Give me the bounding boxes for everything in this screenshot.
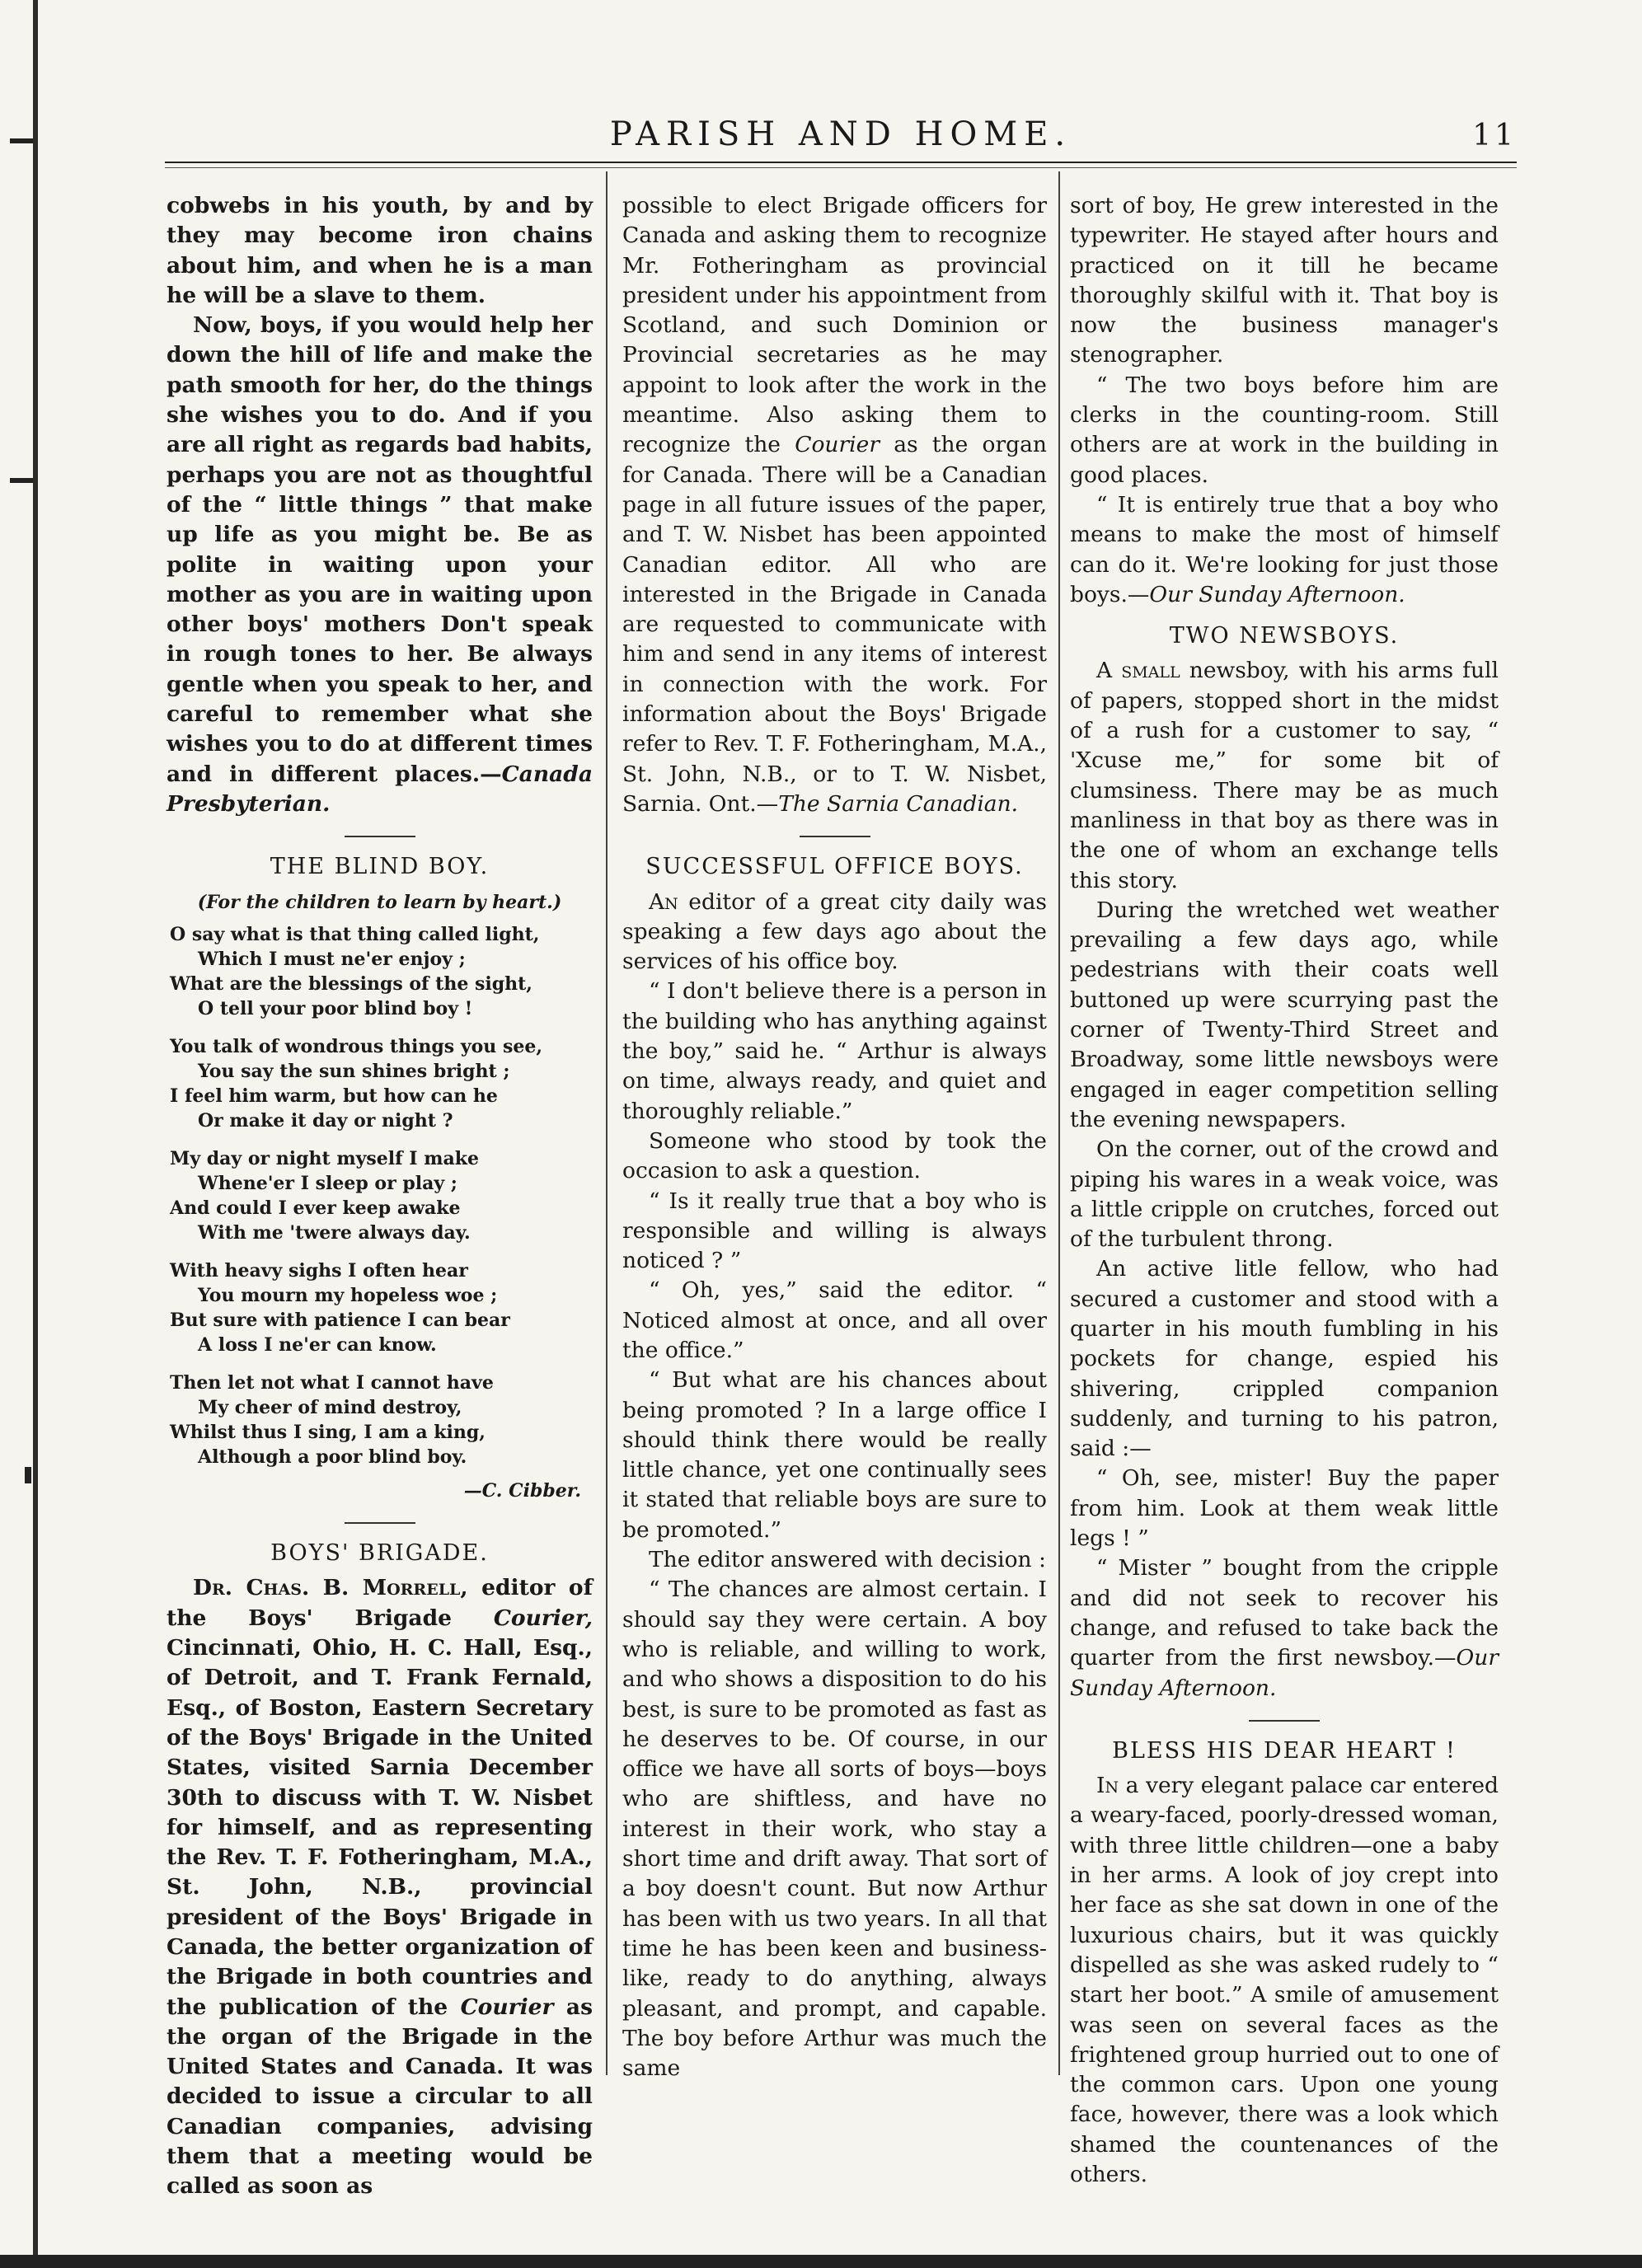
source-credit: The Sarnia Canadian. bbox=[778, 790, 1019, 817]
header-rule bbox=[165, 167, 1517, 168]
paragraph: “ Oh, yes,” said the editor. “ Noticed almost at once, and all over the office.” bbox=[622, 1277, 1047, 1363]
paragraph: A small newsboy, with his arms full of papers, stopped short in the midst of a rush for a customer to say, “ 'Xcuse me,” for some bit of clumsiness. There may be as much manliness in that boy as there was in the one of whom an exchange tells this story. bbox=[1070, 658, 1499, 893]
paragraph: “ Mister ” bought from the cripple and did not seek to recover his change, and refused to take back the quarter from the first newsboy.—Our Sunday Afternoon. bbox=[1070, 1555, 1499, 1701]
header-rule bbox=[165, 162, 1517, 163]
source-credit: Our Sunday Afternoon. bbox=[1149, 581, 1405, 607]
paragraph: sort of boy, He grew interested in the typewriter. He stayed after hours and practiced on it till he became thoroughly skilful with it. That boy is now the business manager's stenographer. bbox=[1070, 193, 1499, 368]
column-3 bbox=[1070, 191, 1499, 2190]
publication-title: PARISH AND HOME. bbox=[609, 115, 1072, 153]
column-divider bbox=[606, 171, 608, 2075]
article-heading: TWO NEWSBOYS. bbox=[1169, 623, 1400, 649]
binding-mark bbox=[10, 478, 33, 483]
poem bbox=[170, 922, 593, 1469]
paragraph: “ But what are his chances about being promoted ? In a large office I should think there would be really little chance, yet one continually sees it stated that reliable boys are sure to be promoted.” bbox=[622, 1367, 1047, 1543]
paragraph: Now, boys, if you would help her down the hill of life and make the path smooth for her, do the things she wishes you to do. And if you are all right as regards bad habits, perhaps you are not as thoughtful of the “ little things ” that make up life as you might be. Be as polite in waiting upon your mother as you are in waiting upon other boys' mothers Don't speak in rough tones to her. Be always gentle when you speak to her, and careful to remember what she wishes you to do at different times and in different places.—Canada Presbyterian. bbox=[167, 312, 593, 817]
section-separator bbox=[345, 1522, 415, 1524]
poem-stanza: Then let not what I cannot have My cheer of mind destroy, Whilst thus I sing, I am a king, Although a poor blind boy. bbox=[170, 1371, 494, 1468]
paragraph: On the corner, out of the crowd and piping his wares in a weak voice, was a little cripple on crutches, forced out of the turbulent throng. bbox=[1070, 1136, 1499, 1253]
paragraph: “ Is it really true that a boy who is responsible and willing is always noticed ? ” bbox=[622, 1188, 1047, 1274]
article-subheading: (For the children to learn by heart.) bbox=[197, 891, 562, 913]
poem-attribution: —C. Cibber. bbox=[463, 1479, 581, 1502]
binding-edge bbox=[33, 0, 38, 2268]
paragraph: cobwebs in his youth, by and by they may become iron chains about him, and when he is a man he will be a slave to them. bbox=[167, 193, 593, 308]
section-separator bbox=[345, 836, 415, 837]
paragraph: In a very elegant palace car entered a weary-faced, poorly-dressed woman, with three little children—one a baby in her arms. A look of joy crept into her face as she sat down in one of the luxurious chairs, but it was quickly dispelled as she was asked rudely to “ start her boot.” A smile of amusement was seen on several faces as the frightened group hurried out to one of the common cars. Upon one young face, however, there was a look which shamed the countenances of the others. bbox=[1070, 1773, 1499, 2187]
paragraph: The editor answered with decision : bbox=[649, 1547, 1046, 1573]
paragraph: possible to elect Brigade officers for Canada and asking them to recognize Mr. Fotheringham as provincial president under his appointment from Scotland, and such Dominion or Provincial secretaries as he may appoint to look after the work in the meantime. Also asking them to recognize the Courier as the organ for Canada. There will be a Canadian page in all future issues of the paper, and T. W. Nisbet has been appointed Canadian editor. All who are interested in the Brigade in Canada are requested to communicate with him and send in any items of interest in connection with the work. For information about the Boys' Brigade refer to Rev. T. F. Fotheringham, M.A., St. John, N.B., or to T. W. Nisbet, Sarnia. Ont.—The Sarnia Canadian. bbox=[622, 193, 1047, 817]
binding-mark bbox=[25, 1467, 31, 1483]
source-credit: Canada Presbyterian. bbox=[167, 761, 593, 817]
paragraph: During the wretched wet weather prevailing a few days ago, while pedestrians with their coats well buttoned up were scurrying past the corner of Twenty-Third Street and Broadway, some little newsboys were engaged in eager competition selling the evening newspapers. bbox=[1070, 897, 1499, 1132]
poem-stanza: You talk of wondrous things you see, You say the sun shines bright ; I feel him warm, but how can he Or make it day or night ? bbox=[170, 1035, 542, 1132]
section-separator bbox=[1249, 1720, 1320, 1722]
paragraph: Someone who stood by took the occasion to ask a question. bbox=[622, 1127, 1047, 1184]
article-heading: THE BLIND BOY. bbox=[270, 854, 490, 880]
column-2 bbox=[622, 191, 1047, 2083]
column-1 bbox=[167, 191, 593, 2202]
paragraph: An active litle fellow, who had secured a customer and stood with a quarter in his mouth fumbling in his pockets for change, espied his shivering, crippled companion suddenly, and turning to his patron, said :— bbox=[1070, 1256, 1499, 1462]
paragraph: An editor of a great city daily was speaking a few days ago about the services of his office boy. bbox=[622, 888, 1047, 975]
paragraph: “ The two boys before him are clerks in the counting-room. Still others are at work in the building in good places. bbox=[1070, 372, 1499, 488]
section-separator bbox=[800, 836, 870, 837]
poem-stanza: With heavy sighs I often hear You mourn my hopeless woe ; But sure with patience I can bear A loss I ne'er can know. bbox=[170, 1259, 510, 1356]
page-number: 11 bbox=[1472, 119, 1517, 152]
source-credit: Our Sunday Afternoon. bbox=[1070, 1645, 1499, 1701]
article-heading: SUCCESSFUL OFFICE BOYS. bbox=[645, 854, 1024, 880]
page-bottom-edge bbox=[0, 2255, 1642, 2268]
paragraph: “ The chances are almost certain. I should say they were certain. A boy who is reliable, and willing to work, and who shows a disposition to do his best, is sure to be promoted as fast as he deserves to be. Of course, in our office we have all sorts of boys—boys who are shiftless, and have no interest in their work, who stay a short time and drift away. That sort of a boy doesn't count. But now Arthur has been with us two years. In all that time he has been keen and business-like, ready to do anything, always pleasant, and prompt, and capable. The boy before Arthur was much the same bbox=[622, 1577, 1047, 2082]
running-header bbox=[165, 115, 1517, 157]
paragraph: “ I don't believe there is a person in the building who has anything against the boy,” said he. “ Arthur is always on time, always ready, and quiet and thoroughly reliable.” bbox=[622, 978, 1047, 1124]
binding-mark bbox=[10, 138, 33, 143]
poem-stanza: O say what is that thing called light, Which I must ne'er enjoy ; What are the blessings of the sight, O tell your poor blind boy ! bbox=[170, 923, 540, 1019]
paragraph: Dr. Chas. B. Morrell, editor of the Boys' Brigade Courier, Cincinnati, Ohio, H. C. Hall, Esq., of Detroit, and T. Frank Fernald, Esq., of Boston, Eastern Secretary of the Boys' Brigade in the United States, visited Sarnia December 30th to discuss with T. W. Nisbet for himself, and as representing the Rev. T. F. Fotheringham, M.A., St. John, N.B., provincial president of the Boys' Brigade in Canada, the better organization of the Brigade in both countries and the publication of the Courier as the organ of the Brigade in the United States and Canada. It was decided to issue a circular to all Canadian companies, advising them that a meeting would be called as soon as bbox=[167, 1575, 593, 2200]
article-heading: BLESS HIS DEAR HEART ! bbox=[1112, 1737, 1457, 1764]
paragraph: “ Oh, see, mister! Buy the paper from him. Look at them weak little legs ! ” bbox=[1070, 1465, 1499, 1552]
poem-stanza: My day or night myself I make Whene'er I sleep or play ; And could I ever keep awake With me 'twere always day. bbox=[170, 1147, 479, 1244]
column-divider bbox=[1058, 171, 1060, 2075]
article-heading: BOYS' BRIGADE. bbox=[270, 1540, 489, 1567]
paragraph: “ It is entirely true that a boy who means to make the most of himself can do it. We're looking for just those boys.—Our Sunday Afternoon. bbox=[1070, 491, 1499, 607]
